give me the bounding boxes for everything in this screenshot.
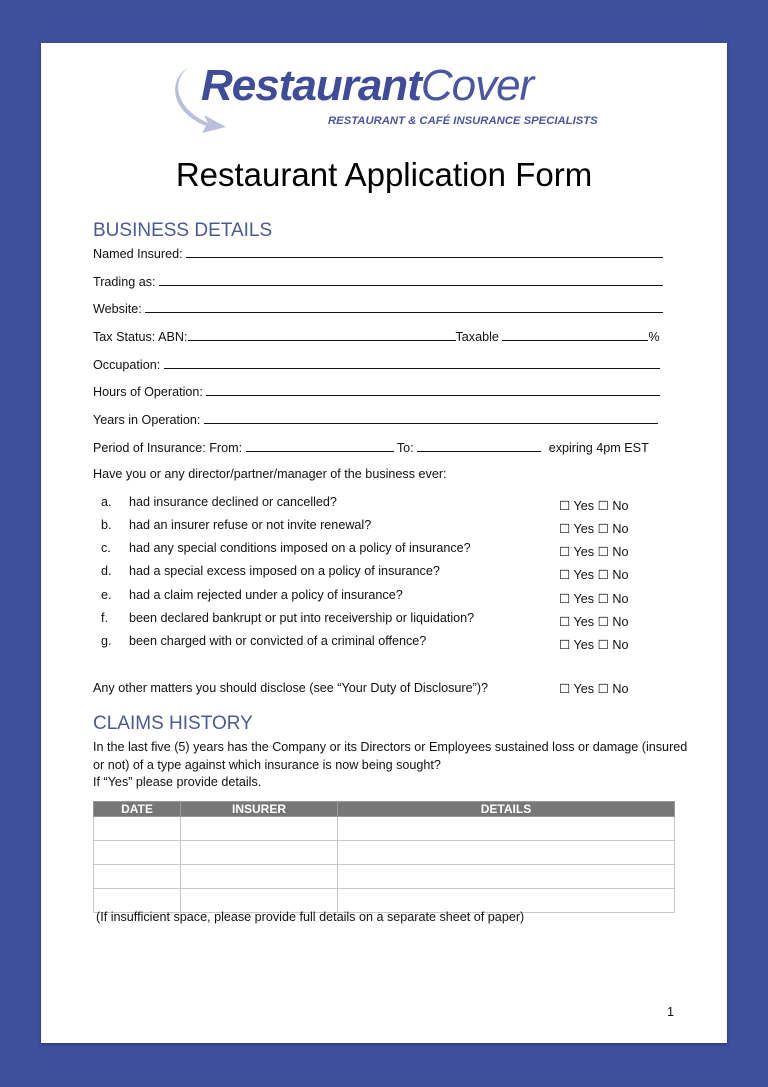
logo-word-light: Cover (420, 61, 534, 110)
website-row (93, 301, 663, 316)
table-row (94, 817, 675, 841)
years-field[interactable] (204, 412, 658, 424)
column-date: DATE (94, 802, 181, 817)
question-yes-no[interactable]: ☐ Yes ☐ No (559, 568, 629, 582)
trading-as-field[interactable] (159, 274, 663, 286)
hours-field[interactable] (206, 384, 660, 396)
column-details: DETAILS (338, 802, 675, 817)
period-to-field[interactable] (417, 440, 541, 452)
details-cell[interactable] (338, 817, 675, 841)
question-yes-no[interactable]: ☐ Yes ☐ No (559, 592, 629, 606)
claims-instruction: If “Yes” please provide details. (93, 775, 262, 789)
period-from-label: Period of Insurance: From: (93, 441, 243, 455)
website-label: Website: (93, 302, 142, 316)
period-row (93, 440, 649, 455)
question-text: had a claim rejected under a policy of insurance? (129, 588, 403, 602)
insurer-cell[interactable] (181, 889, 338, 913)
table-row (94, 865, 675, 889)
expiring-label: expiring 4pm EST (548, 441, 649, 455)
occupation-row (93, 357, 660, 372)
occupation-label: Occupation: (93, 358, 161, 372)
table-row (94, 841, 675, 865)
logo-wordmark (201, 61, 533, 111)
years-row (93, 412, 658, 427)
other-matters-question: Any other matters you should disclose (see “Your Duty of Disclosure”)? (93, 681, 489, 695)
website-field[interactable] (145, 301, 663, 313)
occupation-field[interactable] (164, 357, 660, 369)
question-text: had an insurer refuse or not invite renewal? (129, 518, 372, 532)
trading-as-row (93, 274, 663, 289)
question-letter: g. (101, 634, 112, 648)
table-row (94, 889, 675, 913)
taxable-percent-field[interactable] (502, 329, 648, 341)
named-insured-field[interactable] (186, 246, 663, 258)
claims-history-heading: CLAIMS HISTORY (93, 713, 253, 734)
insurer-cell[interactable] (181, 865, 338, 889)
insurer-cell[interactable] (181, 817, 338, 841)
insurer-cell[interactable] (181, 841, 338, 865)
tax-status-label: Tax Status: ABN: (93, 330, 188, 344)
footnote: (If insufficient space, please provide full details on a separate sheet of paper) (96, 910, 525, 924)
question-text: had insurance declined or cancelled? (129, 495, 337, 509)
trading-as-label: Trading as: (93, 275, 156, 289)
business-details-heading: BUSINESS DETAILS (93, 220, 273, 241)
question-text: been declared bankrupt or put into receivership or liquidation? (129, 611, 475, 625)
question-yes-no[interactable]: ☐ Yes ☐ No (559, 522, 629, 536)
date-cell[interactable] (94, 841, 181, 865)
question-letter: d. (101, 564, 112, 578)
question-letter: c. (101, 541, 111, 555)
percent-label: % (648, 330, 660, 344)
tax-status-row (93, 329, 660, 344)
question-yes-no[interactable]: ☐ Yes ☐ No (559, 638, 629, 652)
question-text: been charged with or convicted of a criminal offence? (129, 634, 427, 648)
logo-word-bold: Restaurant (201, 61, 421, 110)
named-insured-row (93, 246, 663, 261)
claims-paragraph (93, 739, 693, 792)
date-cell[interactable] (94, 889, 181, 913)
question-letter: f. (101, 611, 108, 625)
details-cell[interactable] (338, 865, 675, 889)
date-cell[interactable] (94, 865, 181, 889)
form-title: Restaurant Application Form (175, 156, 593, 193)
claims-question: In the last five (5) years has the Company or its Directors or Employees sustained loss or damage (insured or not) of a type against which insurance is now being sought? (93, 740, 688, 772)
period-to-label: To: (396, 441, 414, 455)
named-insured-label: Named Insured: (93, 247, 183, 261)
question-text: had a special excess imposed on a policy of insurance? (129, 564, 440, 578)
question-yes-no[interactable]: ☐ Yes ☐ No (559, 499, 629, 513)
question-text: had any special conditions imposed on a policy of insurance? (129, 541, 471, 555)
question-letter: a. (101, 495, 112, 509)
hours-label: Hours of Operation: (93, 385, 203, 399)
details-cell[interactable] (338, 841, 675, 865)
logo-tagline: RESTAURANT & CAFÉ INSURANCE SPECIALISTS (328, 115, 598, 127)
company-logo (168, 63, 608, 133)
period-from-field[interactable] (246, 440, 394, 452)
question-letter: e. (101, 588, 112, 602)
taxable-label: Taxable (455, 330, 499, 344)
hours-row (93, 384, 660, 399)
column-insurer: INSURER (181, 802, 338, 817)
history-intro: Have you or any director/partner/manager of the business ever: (93, 467, 447, 481)
question-yes-no[interactable]: ☐ Yes ☐ No (559, 545, 629, 559)
page-number: 1 (667, 1005, 675, 1019)
question-letter: b. (101, 518, 112, 532)
question-yes-no[interactable]: ☐ Yes ☐ No (559, 615, 629, 629)
document-page (41, 43, 727, 1043)
claims-table (93, 801, 675, 913)
date-cell[interactable] (94, 817, 181, 841)
years-label: Years in Operation: (93, 413, 201, 427)
abn-field[interactable] (188, 329, 456, 341)
details-cell[interactable] (338, 889, 675, 913)
other-matters-yes-no[interactable]: ☐ Yes ☐ No (559, 682, 629, 696)
